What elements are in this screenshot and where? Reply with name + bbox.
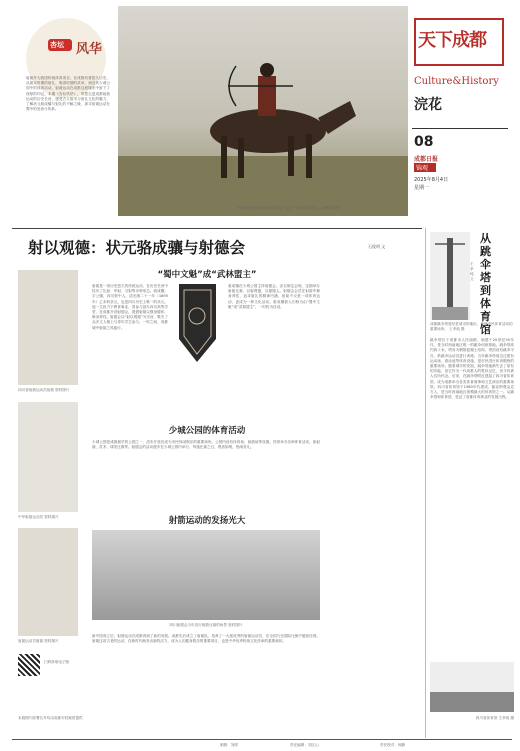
body-text-4: 新中国成立后，射箭运动在成都得到了新的发展。成都先后成立了射箭队，培养了一大批优秀的射箭运动员，在全国乃至国际比赛中屡获佳绩。射箭这项古老的运动，在新时代焕发出新的活力，成为人们健身娱乐的重要项目，也是中华优秀传统文化传承的重要载体。 bbox=[92, 634, 320, 644]
page-number: 08 bbox=[414, 134, 434, 150]
right-column-divider bbox=[425, 228, 426, 738]
footer-note: 本版图片除署名外均由成都市档案馆提供 bbox=[18, 716, 83, 720]
qr-note: 扫码获取电子版 bbox=[44, 660, 70, 664]
subtitle-1: “蜀中文魁”成“武林盟主” bbox=[157, 270, 257, 280]
photo-caption-d: 四川射德会当年进行射箭比赛的场景 资料图片 bbox=[169, 623, 243, 627]
brand-english: Culture&History bbox=[414, 76, 499, 87]
column-title: 风华 bbox=[76, 42, 103, 57]
masthead bbox=[412, 6, 512, 216]
photo-archer-c bbox=[18, 528, 78, 636]
issue-date: 2025年8月4日 bbox=[414, 177, 449, 183]
photo-caption-c: 射箭运动员射箭 资料图片 bbox=[18, 639, 59, 643]
paper-name: 成都日报 bbox=[414, 156, 439, 163]
subtitle-3: 射箭运动的发扬光大 bbox=[168, 516, 246, 526]
right-caption-top: 成都跳伞塔曾经是城市的地标，也是市民体育活动的重要场所。 王孝纯 摄 bbox=[430, 322, 513, 331]
photo-caption-b: 中华射箭运动员 资料图片 bbox=[18, 515, 59, 519]
main-byline: 石俊明 文 bbox=[368, 244, 386, 249]
footer-designer: 制版：刘婷 bbox=[220, 743, 238, 747]
photo-gymnasium bbox=[430, 662, 514, 712]
photo-archer-b bbox=[18, 402, 78, 512]
column-intro: 射箭作为我国传统体育项目，在成都有着悠久历史。从唐宋时期的射礼、明清时期的武举，到近代少城公园中的体育活动，射箭运动在成都这座城市中留下了深厚的印记。本期《杏坛风华》，带您走进成都射箭运动的历史长河，感受古人射术与射礼文化的魅力，了解状元骆成骧与射礼的不解之缘，探寻射箭运动在蜀中的发扬与传承。 bbox=[26, 76, 110, 112]
footer-editor: 责任编辑：刘江山 bbox=[290, 743, 319, 747]
footer-proofreader: 责任校对：杨静 bbox=[380, 743, 406, 747]
tower-icon bbox=[430, 232, 470, 320]
right-body: 跳伞塔位于成都市人民南路，始建于20世纪50年代，是当时西南地区唯一的跳伞训练基地。跳伞塔高约四十米，塔身为钢筋混凝土结构，塔顶设有跳伞平台，供跳伞运动员进行训练。当年跳伞塔周边还建有运动场、游泳池等体育设施，是市民进行体育锻炼的重要场所。随着城市的发展，跳伞塔逐渐失去了原有的功能，但它作为一代成都人的集体记忆，至今仍被人们所怀念。后来，在跳伞塔附近建起了四川省体育馆，成为成都举办各类体育赛事和文艺演出的重要场馆。四川省体育馆于1980年代建成，能容纳观众近万人，是当时西南地区规模最大的体育馆之一。从跳伞塔到体育馆，见证了成都体育事业的发展历程。 bbox=[430, 338, 514, 400]
body-text-3: 少城公园是成都最早的公园之一，清末开放后成为市民休闲娱乐的重要场所。公园内设有体育场、射箭场等设施，经常举办各种体育活动，如射箭、武术、球类比赛等。射德会的活动便多在少城公园内举行，每逢比赛之日，观者如堵，热闹非凡。 bbox=[92, 440, 320, 450]
edition-name: 锦观 bbox=[416, 165, 429, 172]
masthead-divider bbox=[412, 128, 508, 129]
body-text-2: 骆成骧在少城公园主持射德会，亲自制定会规，定期举办射箭比赛，以射观德，以德服人。射德会会员在射箭中修身养性，追求射礼的精神内涵，射箭不仅是一项体育运动，更成为一种文化活动。骆成骧被人们称为由“蜀中文魁”成“武林盟主”，一时传为佳话。 bbox=[228, 284, 320, 309]
shield-emblem-icon bbox=[175, 284, 220, 364]
shield-ornament bbox=[175, 284, 220, 364]
issue-weekday: 星期一 bbox=[414, 185, 430, 191]
photo-parachute-tower bbox=[430, 232, 470, 320]
subtitle-2: 少城公园的体育活动 bbox=[168, 426, 246, 436]
photo-archery-meet bbox=[92, 530, 320, 620]
section-name: 浣花 bbox=[414, 97, 442, 113]
column-stamp: 杏坛 bbox=[50, 41, 64, 49]
qr-code[interactable] bbox=[18, 654, 40, 676]
top-photo-caption: 射箭是中国传统的体育项目，也是一种独特的文化。 新都县资料 bbox=[238, 206, 340, 210]
body-text-1: 射箭是一项历史悠久的传统运动，在历史长河中经历了礼射、军射、习射等多种形态。骆成骧，字公骕，四川资中人，清光绪二十一年（1895年）乙未科状元，也是四川历史上唯一的状元。他一生致力于教育事业，曾参与创办四川高等学堂，在成都开设射德会，提倡射箭以强身健体、修身养性。射德会以“射以观德”为宗旨，吸引了众多文人雅士与青年学生参与，一时之间，成都城中射箭之风盛行。 bbox=[92, 284, 168, 330]
main-title: 射以观德：状元骆成骧与射德会 bbox=[28, 238, 246, 257]
right-byline: 王孝纯 文 bbox=[470, 262, 474, 281]
footer-rule bbox=[12, 739, 512, 740]
right-title: 从跳伞塔到体育馆 bbox=[480, 232, 491, 336]
horse-archer-image bbox=[118, 6, 408, 216]
main-title-rule bbox=[12, 228, 422, 229]
column-header bbox=[12, 6, 118, 231]
brand-name: 天下成都 bbox=[418, 30, 486, 51]
photo-archer-a bbox=[18, 270, 78, 385]
right-caption-bottom: 四川省体育馆 王孝纯 摄 bbox=[475, 716, 514, 720]
top-photo-horse-archer bbox=[118, 6, 408, 216]
photo-caption-a: 四川省射箭运动员射箭 资料图片 bbox=[18, 388, 70, 392]
